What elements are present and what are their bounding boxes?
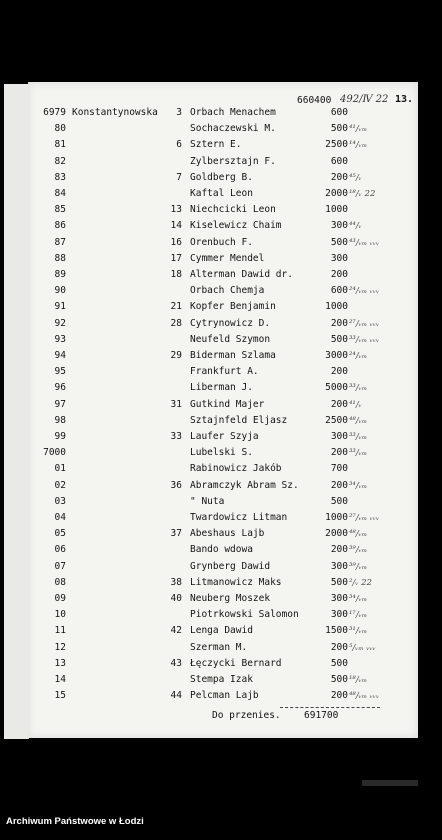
entry-number: 90 xyxy=(54,285,66,297)
amount: 300 xyxy=(330,220,348,232)
entry-number: 02 xyxy=(54,479,66,491)
entry-number: 08 xyxy=(54,576,66,588)
house-number: 31 xyxy=(170,398,182,410)
handwritten-note: ⁴³/ᵥₘ ᵥᵥᵥ xyxy=(349,237,380,248)
resident-name: " Nuta xyxy=(190,495,225,507)
resident-name: Orbach Menachem xyxy=(190,107,276,118)
handwritten-note: ¹⁴/ᵥₘ xyxy=(349,140,368,151)
resident-name: Łęczycki Bernard xyxy=(190,657,282,669)
resident-name: Litmanowicz Maks xyxy=(190,576,282,588)
entry-number: 01 xyxy=(54,463,66,475)
handwritten-note: ⁴⁸/ᵥₘ xyxy=(349,529,368,540)
amount: 300 xyxy=(330,252,348,264)
amount: 500 xyxy=(330,123,348,135)
resident-name: Abramczyk Abram Sz. xyxy=(190,479,299,491)
ledger-row xyxy=(28,641,418,655)
ledger-row xyxy=(28,381,418,395)
amount: 300 xyxy=(330,593,348,604)
footer-total: 691700 xyxy=(304,710,339,721)
carried-sum-note: 492/Ⅳ 22 xyxy=(340,94,389,105)
amount: 200 xyxy=(330,398,348,410)
resident-name: Pelcman Lajb xyxy=(190,690,259,702)
house-number: 3 xyxy=(176,107,182,118)
amount: 500 xyxy=(330,674,348,685)
amount: 5000 xyxy=(325,382,348,394)
amount: 3000 xyxy=(325,350,348,361)
amount: 2500 xyxy=(325,139,348,151)
amount: 200 xyxy=(330,317,348,329)
amount: 1500 xyxy=(325,625,348,637)
handwritten-note: ⁴¹/ᵥₘ xyxy=(349,124,368,135)
ledger-row xyxy=(28,495,418,509)
entry-number: 97 xyxy=(54,398,66,410)
amount: 500 xyxy=(330,576,348,588)
ledger-row xyxy=(28,624,418,638)
entry-number: 82 xyxy=(54,155,66,167)
entry-number: 96 xyxy=(54,382,66,394)
amount: 500 xyxy=(330,333,348,345)
resident-name: Kiselewicz Chaim xyxy=(190,220,282,232)
handwritten-note: ³⁹/ᵥₘ xyxy=(349,561,368,572)
ledger-row xyxy=(28,414,418,428)
handwritten-note: ⁴⁸/ᵥₘ ᵥᵥᵥ xyxy=(349,691,380,702)
ledger-row xyxy=(28,187,418,201)
resident-name: Stempa Izak xyxy=(190,674,253,685)
handwritten-note: ¹⁷/ᵥₘ xyxy=(349,610,368,621)
house-number: 28 xyxy=(170,317,182,329)
entry-number: 14 xyxy=(54,674,66,685)
house-number: 29 xyxy=(170,350,182,361)
handwritten-note: ³⁹/ᵥₘ xyxy=(349,545,368,556)
handwritten-note: ¹⁸/ᵥₘ xyxy=(349,675,368,685)
ledger-row xyxy=(28,673,418,687)
house-number: 21 xyxy=(170,301,182,313)
house-number: 33 xyxy=(170,431,182,442)
amount: 700 xyxy=(330,463,348,475)
entry-number: 85 xyxy=(54,204,66,216)
handwritten-note: ⁵/ᵥₘ ᵥᵥᵥ xyxy=(349,642,376,653)
entry-number: 05 xyxy=(54,528,66,540)
resident-name: Zylbersztajn F. xyxy=(190,155,276,167)
house-number: 16 xyxy=(170,236,182,248)
amount: 600 xyxy=(330,285,348,297)
amount: 2500 xyxy=(325,414,348,426)
entry-number: 07 xyxy=(54,560,66,572)
amount: 1000 xyxy=(325,204,348,216)
ledger-row xyxy=(28,592,418,606)
house-number: 40 xyxy=(170,593,182,604)
ledger-row xyxy=(28,657,418,671)
resident-name: Cytrynowicz D. xyxy=(190,317,271,329)
handwritten-note: ³⁴/ᵥₘ xyxy=(349,480,368,491)
handwritten-note: ²⁴/ᵥₘ ᵥᵥᵥ xyxy=(349,286,380,297)
ledger-row xyxy=(28,576,418,590)
left-page-edge xyxy=(4,84,29,739)
house-number: 44 xyxy=(170,690,182,702)
entry-number: 89 xyxy=(54,269,66,280)
ledger-row xyxy=(28,252,418,266)
amount: 200 xyxy=(330,171,348,183)
resident-name: Neufeld Szymon xyxy=(190,333,271,345)
handwritten-note: ²/ᵥ 22 xyxy=(349,577,372,588)
entry-number: 80 xyxy=(54,123,66,135)
handwritten-note: ⁴⁸/ᵥₘ xyxy=(349,415,368,426)
amount: 200 xyxy=(330,366,348,378)
entry-number: 81 xyxy=(54,139,66,151)
resident-name: Piotrkowski Salomon xyxy=(190,609,299,621)
handwritten-note: ³⁴/ᵥₘ xyxy=(349,594,368,604)
footer-label: Do przenies. xyxy=(212,710,281,721)
amount: 200 xyxy=(330,641,348,653)
ledger-row xyxy=(28,479,418,493)
archive-watermark: Archiwum Państwowe w Łodzi xyxy=(6,816,144,827)
resident-name: Cymmer Mendel xyxy=(190,252,265,264)
handwritten-note: ³¹/ᵥₘ xyxy=(349,626,368,637)
ledger-row xyxy=(28,560,418,574)
ledger-row xyxy=(28,462,418,476)
entry-number: 83 xyxy=(54,171,66,183)
house-number: 38 xyxy=(170,576,182,588)
entry-number: 93 xyxy=(54,333,66,345)
handwritten-note: ⁴¹/ᵥ xyxy=(349,399,362,410)
page-number: 13. xyxy=(395,94,414,105)
ledger-row xyxy=(28,446,418,460)
house-number: 6 xyxy=(176,139,182,151)
resident-name: Grynberg Dawid xyxy=(190,560,271,572)
handwritten-note: ³³/ᵥₘ xyxy=(349,432,368,442)
handwritten-note: ³³/ᵥₘ xyxy=(349,383,368,394)
resident-name: Alterman Dawid dr. xyxy=(190,269,293,280)
total-separator-line xyxy=(280,707,380,708)
amount: 1000 xyxy=(325,301,348,313)
ledger-row xyxy=(28,122,418,136)
entry-number: 95 xyxy=(54,366,66,378)
ledger-row xyxy=(28,365,418,379)
entry-number: 6979 xyxy=(43,107,66,118)
resident-name: Rabinowicz Jakób xyxy=(190,463,282,475)
ledger-row xyxy=(28,171,418,185)
handwritten-note: ¹⁸/ᵥ 22 xyxy=(349,189,376,199)
resident-name: Twardowicz Litman xyxy=(190,512,288,523)
handwritten-note: ³³/ᵥₘ ᵥᵥᵥ xyxy=(349,334,380,345)
resident-name: Laufer Szyja xyxy=(190,431,259,442)
resident-name: Lubelski S. xyxy=(190,447,253,459)
carried-sum: 660400 xyxy=(297,95,332,106)
resident-name: Niechcicki Leon xyxy=(190,204,276,216)
amount: 300 xyxy=(330,609,348,621)
entry-number: 10 xyxy=(54,609,66,621)
resident-name: Lenga Dawid xyxy=(190,625,253,637)
resident-name: Sztajnfeld Eljasz xyxy=(190,414,288,426)
ledger-row xyxy=(28,398,418,412)
amount: 200 xyxy=(330,447,348,459)
handwritten-note: ³³/ᵥₘ xyxy=(349,448,368,459)
scan-mark xyxy=(362,780,418,786)
entry-number: 91 xyxy=(54,301,66,313)
ledger-row xyxy=(28,219,418,233)
entry-number: 94 xyxy=(54,350,66,361)
ledger-row xyxy=(28,155,418,169)
resident-name: Abeshaus Lajb xyxy=(190,528,265,540)
ledger-row xyxy=(28,527,418,541)
amount: 500 xyxy=(330,236,348,248)
entry-number: 13 xyxy=(54,657,66,669)
entry-number: 15 xyxy=(54,690,66,702)
house-number: 14 xyxy=(170,220,182,232)
house-number: 36 xyxy=(170,479,182,491)
ledger-row xyxy=(28,317,418,331)
entry-number: 06 xyxy=(54,544,66,556)
amount: 2000 xyxy=(325,528,348,540)
ledger-row xyxy=(28,268,418,282)
amount: 200 xyxy=(330,544,348,556)
ledger-row xyxy=(28,138,418,152)
resident-name: Sochaczewski M. xyxy=(190,123,276,135)
amount: 2000 xyxy=(325,188,348,199)
resident-name: Frankfurt A. xyxy=(190,366,259,378)
handwritten-note: ⁴⁵/ᵥ xyxy=(349,172,362,183)
handwritten-note: ²⁷/ᵥₘ ᵥᵥᵥ xyxy=(349,513,380,523)
resident-name: Orbach Chemja xyxy=(190,285,265,297)
ledger-row xyxy=(28,333,418,347)
amount: 200 xyxy=(330,479,348,491)
resident-name: Goldberg B. xyxy=(190,171,253,183)
entry-number: 86 xyxy=(54,220,66,232)
handwritten-note: ⁴⁴/ᵥ xyxy=(349,221,362,232)
ledger-row xyxy=(28,349,418,363)
resident-name: Kopfer Benjamin xyxy=(190,301,276,313)
ledger-row xyxy=(28,300,418,314)
house-number: 13 xyxy=(170,204,182,216)
amount: 500 xyxy=(330,495,348,507)
resident-name: Liberman J. xyxy=(190,382,253,394)
resident-name: Gutkind Majer xyxy=(190,398,265,410)
resident-name: Neuberg Moszek xyxy=(190,593,271,604)
house-number: 7 xyxy=(176,171,182,183)
entry-number: 92 xyxy=(54,317,66,329)
resident-name: Sztern E. xyxy=(190,139,242,151)
amount: 300 xyxy=(330,431,348,442)
ledger-row xyxy=(28,106,418,120)
handwritten-note: ²⁴/ᵥₘ xyxy=(349,351,368,361)
amount: 500 xyxy=(330,657,348,669)
ledger-row xyxy=(28,284,418,298)
ledger-row xyxy=(28,236,418,250)
house-number: 18 xyxy=(170,269,182,280)
ledger-row xyxy=(28,430,418,444)
ledger-row xyxy=(28,608,418,622)
ledger-row xyxy=(28,203,418,217)
ledger-page xyxy=(28,82,418,738)
entry-number: 12 xyxy=(54,641,66,653)
entry-number: 04 xyxy=(54,512,66,523)
entry-number: 84 xyxy=(54,188,66,199)
resident-name: Bando wdowa xyxy=(190,544,253,556)
resident-name: Szerman M. xyxy=(190,641,248,653)
resident-name: Orenbuch F. xyxy=(190,236,253,248)
house-number: 17 xyxy=(170,252,182,264)
amount: 200 xyxy=(330,690,348,702)
entry-number: 09 xyxy=(54,593,66,604)
amount: 1000 xyxy=(325,512,348,523)
amount: 600 xyxy=(330,107,348,118)
house-number: 42 xyxy=(170,625,182,637)
ledger-row xyxy=(28,543,418,557)
amount: 200 xyxy=(330,269,348,280)
resident-name: Kaftal Leon xyxy=(190,188,253,199)
entry-number: 88 xyxy=(54,252,66,264)
entry-number: 99 xyxy=(54,431,66,442)
house-number: 37 xyxy=(170,528,182,540)
amount: 300 xyxy=(330,560,348,572)
entry-number: 03 xyxy=(54,495,66,507)
entry-number: 98 xyxy=(54,414,66,426)
entry-number: 11 xyxy=(54,625,66,637)
street-name: Konstantynowska xyxy=(72,107,158,118)
amount: 600 xyxy=(330,155,348,167)
entry-number: 7000 xyxy=(43,447,66,459)
resident-name: Biderman Szlama xyxy=(190,350,276,361)
ledger-row xyxy=(28,511,418,525)
handwritten-note: ²⁷/ᵥₘ ᵥᵥᵥ xyxy=(349,318,380,329)
house-number: 43 xyxy=(170,657,182,669)
ledger-row xyxy=(28,689,418,703)
entry-number: 87 xyxy=(54,236,66,248)
